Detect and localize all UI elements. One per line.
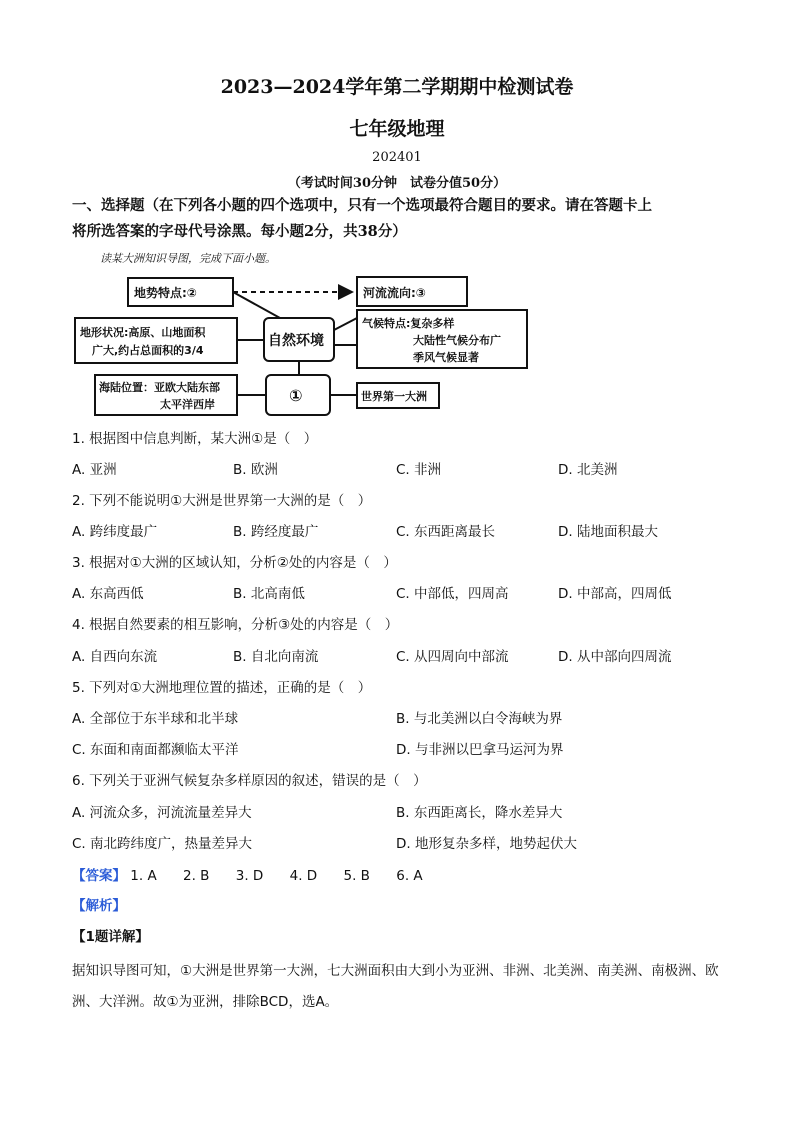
- climate-line1: 气候特点:复杂多样: [362, 317, 455, 330]
- q2-option-a: A. 跨纬度最广: [72, 524, 158, 540]
- landform-line2: 广大,约占总面积的3/4: [92, 344, 204, 357]
- detail-text: 据知识导图可知，①大洲是世界第一大洲，七大洲面积由大到小为亚洲、非洲、北美洲、南美洲、南极洲、欧洲、大洋洲。故①为亚洲，排除BCD，选A。: [72, 963, 719, 1010]
- position-line2: 太平洋西岸: [160, 398, 215, 411]
- center-label: 自然环境: [268, 333, 324, 349]
- q5-option-c: C. 东面和南面都濒临太平洋: [72, 742, 239, 758]
- q6-option-b: B. 东西距离长，降水差异大: [396, 805, 563, 821]
- position-line1: 海陆位置：亚欧大陆东部: [99, 381, 220, 394]
- answer-item: 1. A: [130, 868, 157, 884]
- question-2-stem: 2. 下列不能说明①大洲是世界第一大洲的是（ ）: [72, 493, 372, 509]
- answer-label: 【答案】: [72, 868, 126, 884]
- diagram-intro: 读某大洲知识导图，完成下面小题。: [100, 252, 276, 265]
- q6-option-c: C. 南北跨纬度广，热量差异大: [72, 836, 253, 852]
- climate-line2: 大陆性气候分布广: [413, 334, 501, 347]
- q3-option-b: B. 北高南低: [233, 586, 305, 602]
- q1-option-b: B. 欧洲: [233, 462, 278, 478]
- continent-label: ①: [289, 386, 303, 405]
- q4-option-c: C. 从四周向中部流: [396, 649, 509, 665]
- question-5-stem: 5. 下列对①大洲地理位置的描述，正确的是（ ）: [72, 680, 372, 696]
- largest-label: 世界第一大洲: [361, 390, 427, 403]
- knowledge-map-diagram: [0, 0, 794, 430]
- q4-option-d: D. 从中部向四周流: [558, 649, 672, 665]
- q6-option-a: A. 河流众多，河流流量差异大: [72, 805, 252, 821]
- q3-option-c: C. 中部低，四周高: [396, 586, 509, 602]
- q3-option-a: A. 东高西低: [72, 586, 144, 602]
- question-3-stem: 3. 根据对①大洲的区域认知，分析②处的内容是（ ）: [72, 555, 397, 571]
- answer-item: 4. D: [289, 868, 318, 884]
- answer-line: [72, 864, 445, 884]
- exam-title: 2023—2024学年第二学期期中检测试卷: [220, 76, 574, 98]
- q5-option-b: B. 与北美洲以白令海峡为界: [396, 711, 563, 727]
- q6-option-d: D. 地形复杂多样，地势起伏大: [396, 836, 577, 852]
- climate-line3: 季风气候显著: [413, 351, 479, 364]
- analysis-label: 【解析】: [72, 898, 126, 914]
- question-4-stem: 4. 根据自然要素的相互影响，分析③处的内容是（ ）: [72, 617, 399, 633]
- q5-option-a: A. 全部位于东半球和北半球: [72, 711, 239, 727]
- answer-item: 2. B: [183, 868, 210, 884]
- q5-option-d: D. 与非洲以巴拿马运河为界: [396, 742, 564, 758]
- q2-option-d: D. 陆地面积最大: [558, 524, 658, 540]
- detail-label: 【1题详解】: [72, 929, 149, 945]
- q1-option-a: A. 亚洲: [72, 462, 117, 478]
- subject-title: 七年级地理: [349, 118, 445, 140]
- terrain-label: 地势特点:②: [134, 286, 197, 300]
- section-heading-line2: 将所选答案的字母代号涂黑。每小题2分，共38分）: [72, 223, 407, 240]
- q3-option-d: D. 中部高，四周低: [558, 586, 672, 602]
- q1-option-c: C. 非洲: [396, 462, 442, 478]
- river-label: 河流流向:③: [363, 286, 426, 300]
- exam-note: （考试时间30分钟 试卷分值50分）: [287, 176, 507, 191]
- q1-option-d: D. 北美洲: [558, 462, 618, 478]
- q4-option-a: A. 自西向东流: [72, 649, 158, 665]
- q4-option-b: B. 自北向南流: [233, 649, 319, 665]
- section-heading-line1: 一、选择题（在下列各小题的四个选项中，只有一个选项最符合题目的要求。请在答题卡上: [72, 197, 652, 214]
- q2-option-b: B. 跨经度最广: [233, 524, 319, 540]
- question-1-stem: 1. 根据图中信息判断，某大洲①是（ ）: [72, 431, 318, 447]
- answer-item: 5. B: [343, 868, 370, 884]
- question-6-stem: 6. 下列关于亚洲气候复杂多样原因的叙述，错误的是（ ）: [72, 773, 427, 789]
- exam-code: 202401: [372, 150, 422, 165]
- q2-option-c: C. 东西距离最长: [396, 524, 496, 540]
- answer-item: 6. A: [396, 868, 423, 884]
- answer-item: 3. D: [235, 868, 264, 884]
- landform-line1: 地形状况:高原、山地面积: [80, 326, 206, 339]
